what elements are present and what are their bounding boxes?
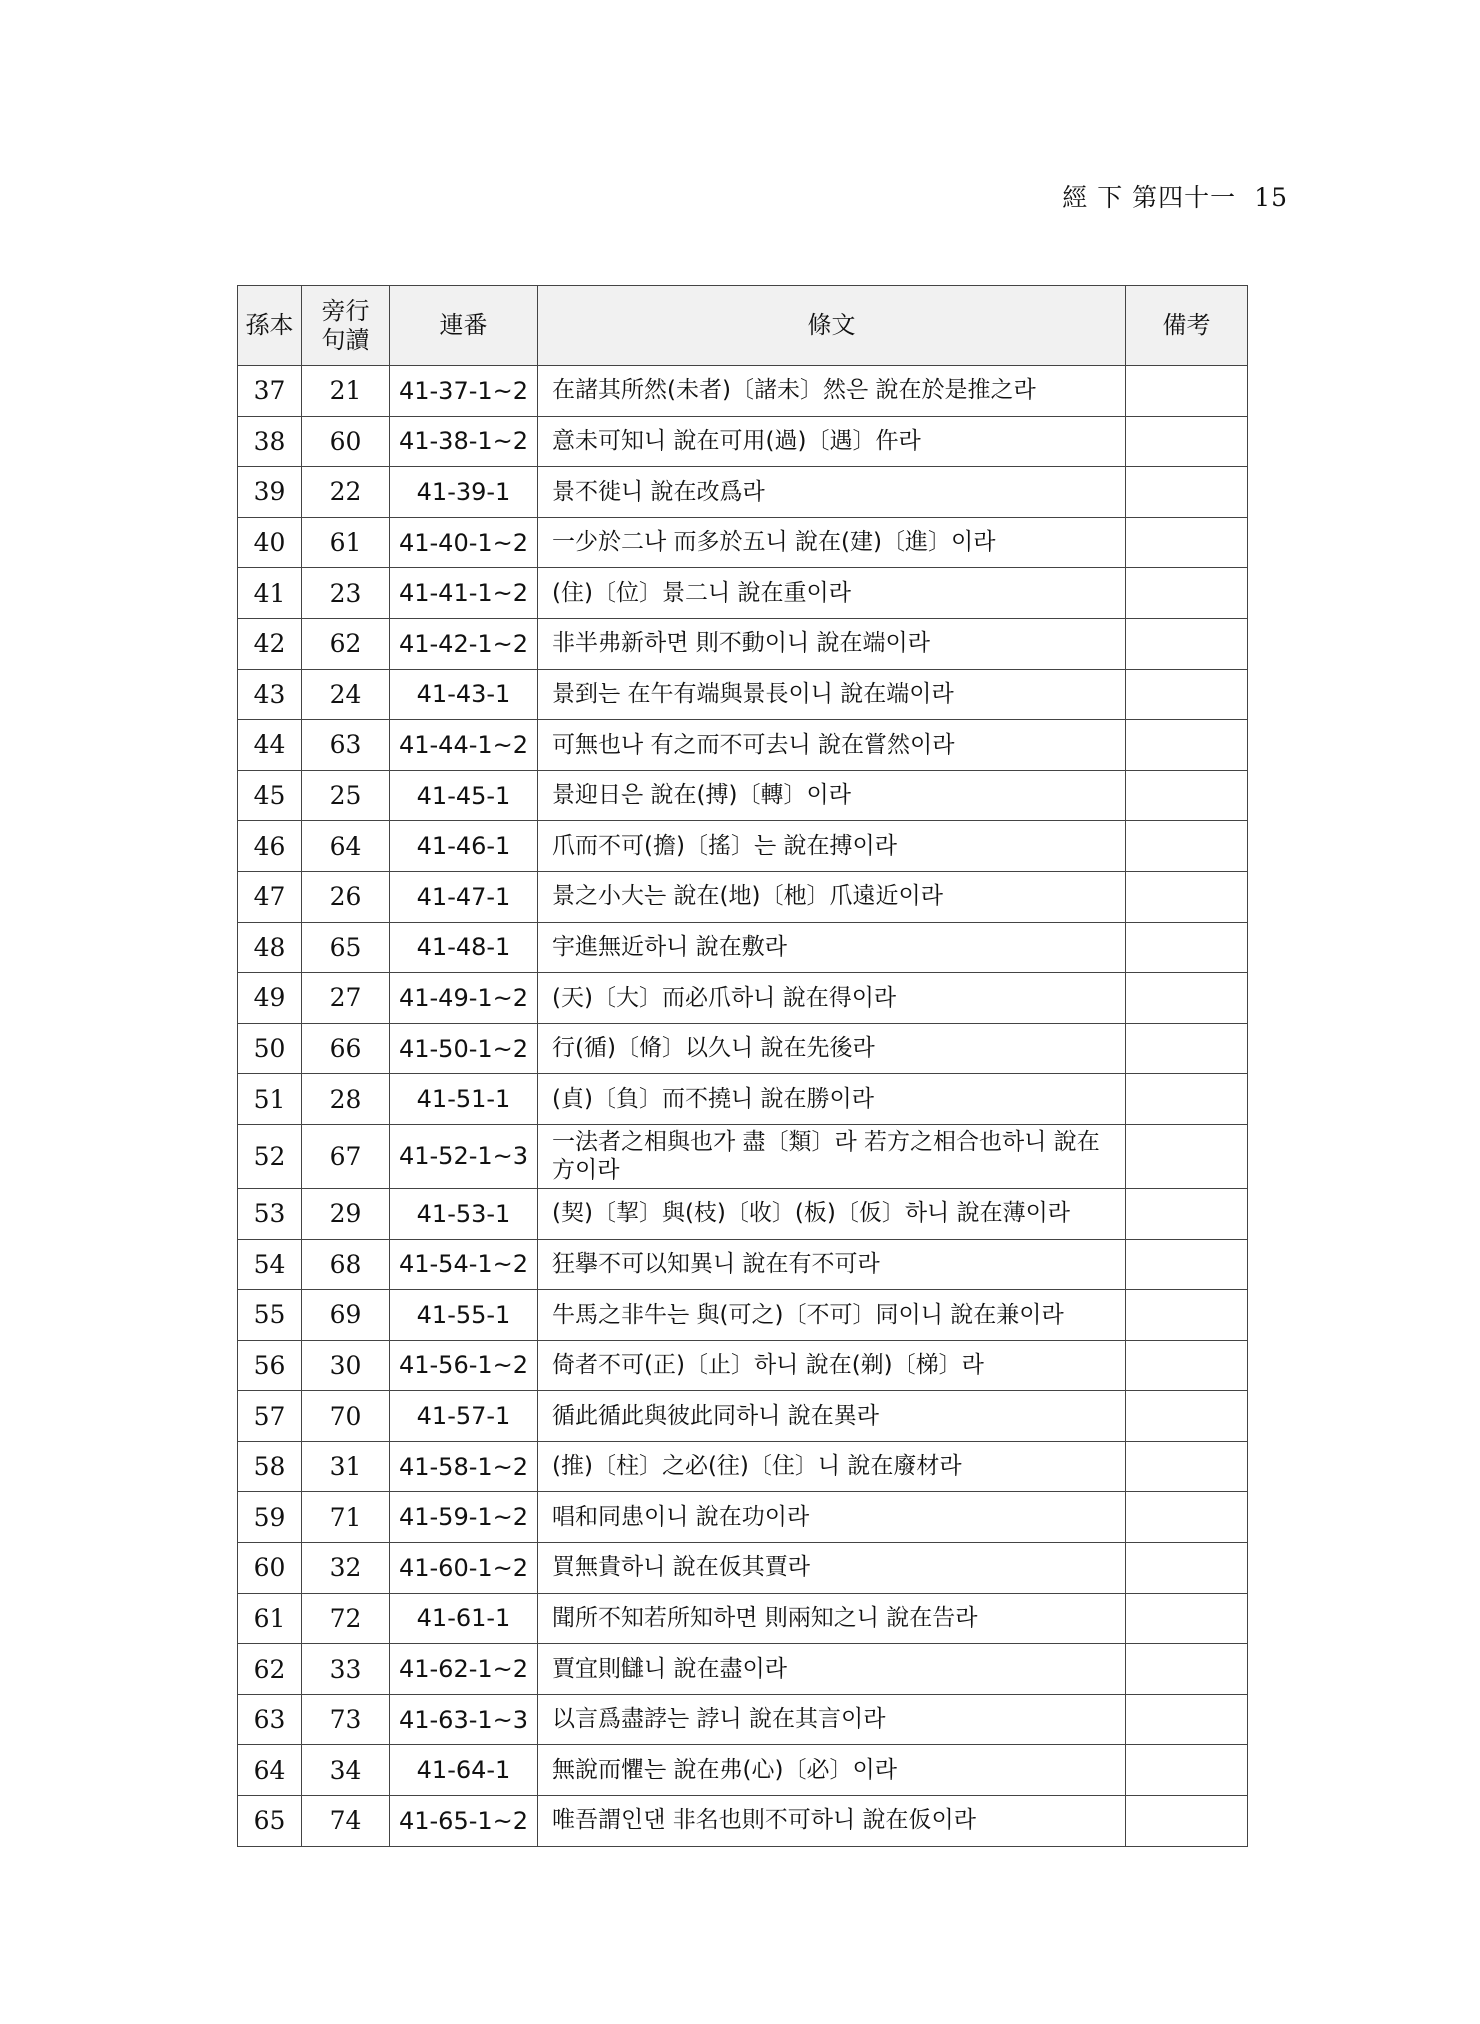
cell-remarks — [1126, 366, 1248, 417]
cell-sun-edition-number: 45 — [238, 770, 302, 821]
cell-article-text: 行(循)〔脩〕以久니 說在先後라 — [538, 1023, 1126, 1074]
cell-side-reading-number: 29 — [302, 1188, 390, 1239]
cell-remarks — [1126, 416, 1248, 467]
cell-serial: 41-48-1 — [390, 922, 538, 973]
cell-sun-edition-number: 47 — [238, 871, 302, 922]
table-row — [238, 1745, 1248, 1796]
cell-remarks — [1126, 720, 1248, 771]
cell-serial: 41-49-1~2 — [390, 973, 538, 1024]
table-row — [238, 1188, 1248, 1239]
cell-article-text: 唱和同患이니 說在功이라 — [538, 1492, 1126, 1543]
table-row — [238, 1391, 1248, 1442]
cell-side-reading-number: 32 — [302, 1543, 390, 1594]
table-row — [238, 517, 1248, 568]
cell-article-text: 買無貴하니 說在仮其賈라 — [538, 1543, 1126, 1594]
cell-serial: 41-58-1~2 — [390, 1441, 538, 1492]
cell-side-reading-number: 61 — [302, 517, 390, 568]
table-row — [238, 1290, 1248, 1341]
col-header-remarks: 備考 — [1126, 286, 1248, 366]
cell-sun-edition-number: 61 — [238, 1593, 302, 1644]
cell-serial: 41-42-1~2 — [390, 618, 538, 669]
cell-side-reading-number: 34 — [302, 1745, 390, 1796]
cell-sun-edition-number: 40 — [238, 517, 302, 568]
cell-sun-edition-number: 56 — [238, 1340, 302, 1391]
cell-sun-edition-number: 38 — [238, 416, 302, 467]
cell-remarks — [1126, 1543, 1248, 1594]
cell-sun-edition-number: 65 — [238, 1796, 302, 1847]
col-header-sun-edition: 孫本 — [238, 286, 302, 366]
cell-serial: 41-47-1 — [390, 871, 538, 922]
cell-article-text: 在諸其所然(未者)〔諸未〕然은 說在於是推之라 — [538, 366, 1126, 417]
cell-sun-edition-number: 59 — [238, 1492, 302, 1543]
cell-remarks — [1126, 1745, 1248, 1796]
cell-side-reading-number: 62 — [302, 618, 390, 669]
table-row — [238, 1593, 1248, 1644]
cell-article-text: 景不徙니 說在改爲라 — [538, 467, 1126, 518]
cell-sun-edition-number: 52 — [238, 1124, 302, 1188]
running-header — [1062, 178, 1288, 214]
cell-article-text: 一少於二나 而多於五니 說在(建)〔進〕이라 — [538, 517, 1126, 568]
cell-side-reading-number: 74 — [302, 1796, 390, 1847]
cell-remarks — [1126, 871, 1248, 922]
table-row — [238, 669, 1248, 720]
cell-remarks — [1126, 1391, 1248, 1442]
cell-side-reading-number: 22 — [302, 467, 390, 518]
cell-article-text: (天)〔大〕而必爪하니 說在得이라 — [538, 973, 1126, 1024]
cell-serial: 41-63-1~3 — [390, 1694, 538, 1745]
table-row — [238, 416, 1248, 467]
cell-side-reading-number: 24 — [302, 669, 390, 720]
cell-remarks — [1126, 922, 1248, 973]
table-row — [238, 1543, 1248, 1594]
cell-article-text: 賈宜則讎니 說在盡이라 — [538, 1644, 1126, 1695]
cell-side-reading-number: 21 — [302, 366, 390, 417]
table-row — [238, 467, 1248, 518]
table-row — [238, 1239, 1248, 1290]
table-row — [238, 821, 1248, 872]
cell-remarks — [1126, 973, 1248, 1024]
cell-article-text: 宇進無近하니 說在敷라 — [538, 922, 1126, 973]
page-number: 15 — [1254, 183, 1288, 212]
cell-serial: 41-60-1~2 — [390, 1543, 538, 1594]
cell-serial: 41-44-1~2 — [390, 720, 538, 771]
cell-remarks — [1126, 618, 1248, 669]
cell-remarks — [1126, 517, 1248, 568]
cell-sun-edition-number: 41 — [238, 568, 302, 619]
cell-serial: 41-51-1 — [390, 1074, 538, 1125]
table-row — [238, 973, 1248, 1024]
cell-article-text: 無說而懼는 說在弗(心)〔必〕이라 — [538, 1745, 1126, 1796]
table-row — [238, 1796, 1248, 1847]
cell-article-text: 唯吾謂인댄 非名也則不可하니 說在仮이라 — [538, 1796, 1126, 1847]
cell-sun-edition-number: 57 — [238, 1391, 302, 1442]
cell-remarks — [1126, 770, 1248, 821]
cell-sun-edition-number: 64 — [238, 1745, 302, 1796]
cell-side-reading-number: 73 — [302, 1694, 390, 1745]
cell-serial: 41-38-1~2 — [390, 416, 538, 467]
table-row — [238, 1644, 1248, 1695]
cell-serial: 41-37-1~2 — [390, 366, 538, 417]
cell-remarks — [1126, 1694, 1248, 1745]
cell-side-reading-number: 69 — [302, 1290, 390, 1341]
cell-sun-edition-number: 55 — [238, 1290, 302, 1341]
cell-sun-edition-number: 63 — [238, 1694, 302, 1745]
table-row — [238, 1441, 1248, 1492]
cell-sun-edition-number: 48 — [238, 922, 302, 973]
cell-article-text: 一法者之相與也가 盡〔類〕라 若方之相合也하니 說在方이라 — [538, 1124, 1126, 1188]
cell-side-reading-number: 27 — [302, 973, 390, 1024]
cell-serial: 41-53-1 — [390, 1188, 538, 1239]
cell-serial: 41-62-1~2 — [390, 1644, 538, 1695]
cell-side-reading-number: 30 — [302, 1340, 390, 1391]
col-header-side-reading-line-1: 旁行 — [321, 296, 370, 325]
table-body — [238, 366, 1248, 1847]
cell-serial: 41-41-1~2 — [390, 568, 538, 619]
cell-side-reading-number: 33 — [302, 1644, 390, 1695]
cell-sun-edition-number: 62 — [238, 1644, 302, 1695]
cell-article-text: 以言爲盡誖는 誖니 說在其言이라 — [538, 1694, 1126, 1745]
cell-article-text: 牛馬之非牛는 與(可之)〔不可〕同이니 說在兼이라 — [538, 1290, 1126, 1341]
cell-sun-edition-number: 44 — [238, 720, 302, 771]
cell-article-text: 循此循此與彼此同하니 說在異라 — [538, 1391, 1126, 1442]
cell-article-text: (推)〔柱〕之必(往)〔住〕니 說在廢材라 — [538, 1441, 1126, 1492]
cell-serial: 41-50-1~2 — [390, 1023, 538, 1074]
cell-sun-edition-number: 50 — [238, 1023, 302, 1074]
cell-serial: 41-57-1 — [390, 1391, 538, 1442]
cell-article-text: 爪而不可(擔)〔搖〕는 說在搏이라 — [538, 821, 1126, 872]
cell-side-reading-number: 23 — [302, 568, 390, 619]
col-header-side-reading-line-2: 句讀 — [321, 325, 370, 354]
cell-remarks — [1126, 821, 1248, 872]
table-row — [238, 922, 1248, 973]
table-row — [238, 871, 1248, 922]
cell-article-text: (貞)〔負〕而不撓니 說在勝이라 — [538, 1074, 1126, 1125]
cell-side-reading-number: 60 — [302, 416, 390, 467]
cell-side-reading-number: 67 — [302, 1124, 390, 1188]
cell-article-text: 景迎日은 說在(搏)〔轉〕이라 — [538, 770, 1126, 821]
cell-serial: 41-56-1~2 — [390, 1340, 538, 1391]
cell-remarks — [1126, 1023, 1248, 1074]
cell-side-reading-number: 70 — [302, 1391, 390, 1442]
cell-serial: 41-40-1~2 — [390, 517, 538, 568]
cell-remarks — [1126, 669, 1248, 720]
cell-article-text: 可無也나 有之而不可去니 說在嘗然이라 — [538, 720, 1126, 771]
cell-remarks — [1126, 1796, 1248, 1847]
table-row — [238, 1340, 1248, 1391]
cell-remarks — [1126, 467, 1248, 518]
cell-sun-edition-number: 46 — [238, 821, 302, 872]
cell-side-reading-number: 25 — [302, 770, 390, 821]
cell-remarks — [1126, 1188, 1248, 1239]
table-row — [238, 1492, 1248, 1543]
cell-sun-edition-number: 53 — [238, 1188, 302, 1239]
table-row — [238, 1124, 1248, 1188]
cell-serial: 41-52-1~3 — [390, 1124, 538, 1188]
cell-sun-edition-number: 37 — [238, 366, 302, 417]
cell-serial: 41-65-1~2 — [390, 1796, 538, 1847]
cell-remarks — [1126, 1492, 1248, 1543]
cell-article-text: 景之小大는 說在(地)〔杝〕爪遠近이라 — [538, 871, 1126, 922]
cell-serial: 41-64-1 — [390, 1745, 538, 1796]
cell-article-text: 景到는 在午有端與景長이니 說在端이라 — [538, 669, 1126, 720]
cell-side-reading-number: 31 — [302, 1441, 390, 1492]
col-header-serial: 連番 — [390, 286, 538, 366]
cell-side-reading-number: 66 — [302, 1023, 390, 1074]
table-row — [238, 1694, 1248, 1745]
cell-side-reading-number: 26 — [302, 871, 390, 922]
cell-side-reading-number: 65 — [302, 922, 390, 973]
cell-remarks — [1126, 1644, 1248, 1695]
cell-remarks — [1126, 1239, 1248, 1290]
cell-serial: 41-43-1 — [390, 669, 538, 720]
cell-sun-edition-number: 60 — [238, 1543, 302, 1594]
cell-side-reading-number: 72 — [302, 1593, 390, 1644]
cell-article-text: 狂擧不可以知異니 說在有不可라 — [538, 1239, 1126, 1290]
cell-sun-edition-number: 49 — [238, 973, 302, 1024]
col-header-article-text: 條文 — [538, 286, 1126, 366]
section-title: 經 下 第四十一 — [1062, 183, 1237, 212]
cell-serial: 41-39-1 — [390, 467, 538, 518]
cell-serial: 41-59-1~2 — [390, 1492, 538, 1543]
cell-article-text: 倚者不可(正)〔止〕하니 說在(剃)〔梯〕라 — [538, 1340, 1126, 1391]
cell-serial: 41-45-1 — [390, 770, 538, 821]
cell-sun-edition-number: 43 — [238, 669, 302, 720]
cell-article-text: 聞所不知若所知하면 則兩知之니 說在告라 — [538, 1593, 1126, 1644]
cell-sun-edition-number: 39 — [238, 467, 302, 518]
table-row — [238, 770, 1248, 821]
cell-article-text: 意未可知니 說在可用(過)〔遇〕仵라 — [538, 416, 1126, 467]
cell-article-text: 非半弗新하면 則不動이니 說在端이라 — [538, 618, 1126, 669]
table-row — [238, 618, 1248, 669]
cell-sun-edition-number: 42 — [238, 618, 302, 669]
cell-side-reading-number: 28 — [302, 1074, 390, 1125]
cell-serial: 41-46-1 — [390, 821, 538, 872]
cell-article-text: (契)〔挈〕與(枝)〔收〕(板)〔仮〕하니 說在薄이라 — [538, 1188, 1126, 1239]
cell-side-reading-number: 63 — [302, 720, 390, 771]
table-header-row — [238, 286, 1248, 366]
cell-sun-edition-number: 54 — [238, 1239, 302, 1290]
cell-sun-edition-number: 58 — [238, 1441, 302, 1492]
cell-sun-edition-number: 51 — [238, 1074, 302, 1125]
col-header-side-reading — [302, 286, 390, 366]
cell-remarks — [1126, 1593, 1248, 1644]
table-row — [238, 1074, 1248, 1125]
table-row — [238, 568, 1248, 619]
table-row — [238, 366, 1248, 417]
cell-remarks — [1126, 1340, 1248, 1391]
cell-side-reading-number: 68 — [302, 1239, 390, 1290]
table-row — [238, 1023, 1248, 1074]
cell-side-reading-number: 71 — [302, 1492, 390, 1543]
cell-side-reading-number: 64 — [302, 821, 390, 872]
cell-remarks — [1126, 1124, 1248, 1188]
cell-remarks — [1126, 1290, 1248, 1341]
table-row — [238, 720, 1248, 771]
cell-remarks — [1126, 1441, 1248, 1492]
cell-serial: 41-54-1~2 — [390, 1239, 538, 1290]
cell-serial: 41-55-1 — [390, 1290, 538, 1341]
cell-remarks — [1126, 1074, 1248, 1125]
concordance-table — [237, 285, 1248, 1847]
cell-serial: 41-61-1 — [390, 1593, 538, 1644]
cell-article-text: (住)〔位〕景二니 說在重이라 — [538, 568, 1126, 619]
cell-remarks — [1126, 568, 1248, 619]
